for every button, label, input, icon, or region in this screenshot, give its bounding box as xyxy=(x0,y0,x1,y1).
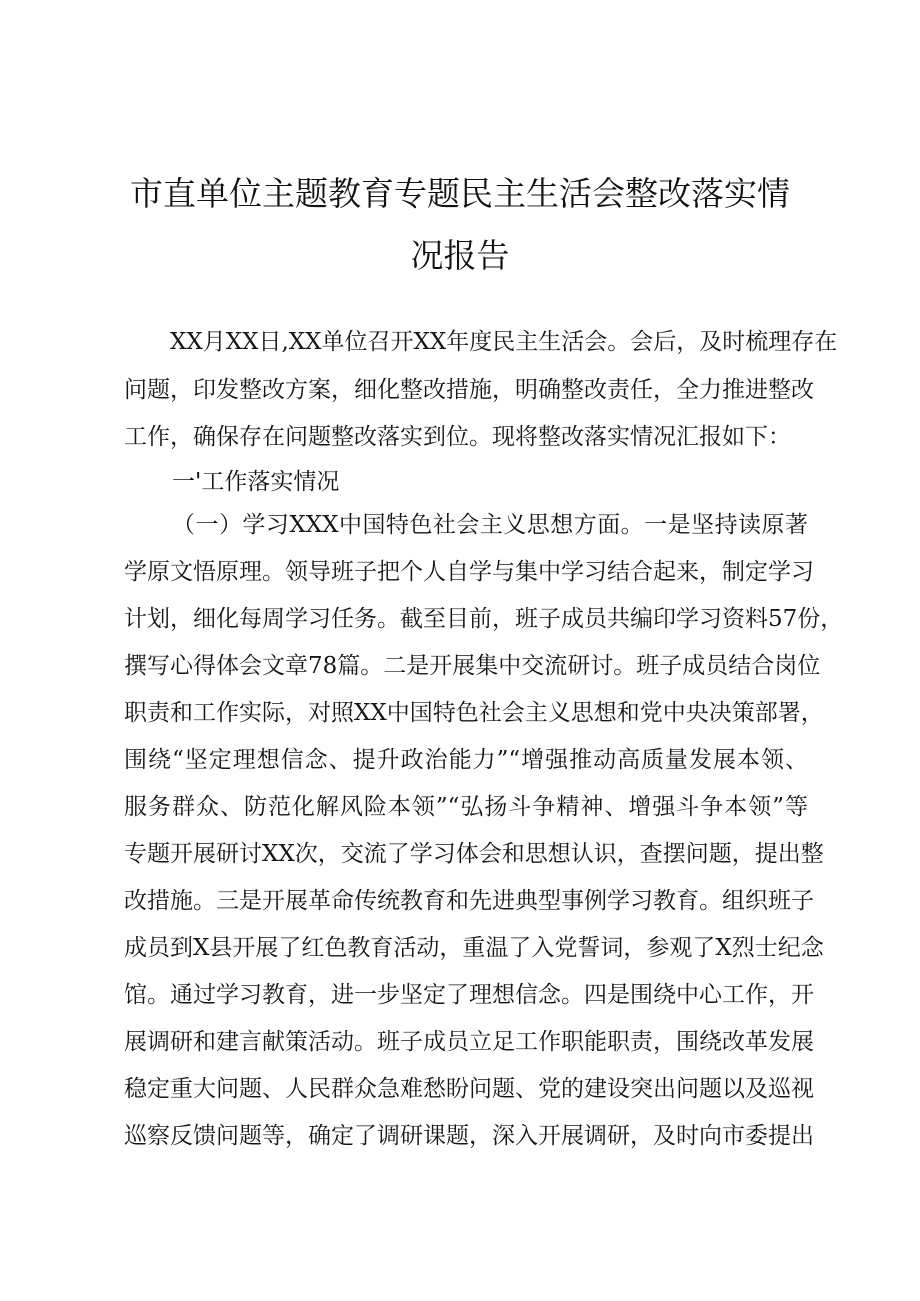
body-line-10: 成员到X县开展了红色教育活动，重温了入党誓词，参观了X烈士纪念 xyxy=(124,935,824,961)
body-line-1: （一）学习XXX中国特色社会主义思想方面。一是坚持读原著 xyxy=(172,512,808,538)
body-line-6: 围绕“坚定理想信念、提升政治能力”“增强推动高质量发展本领、 xyxy=(124,747,808,773)
body-line-12: 展调研和建言献策活动。班子成员立足工作职能职责，围绕改革发展 xyxy=(124,1029,814,1055)
body-line-7: 服务群众、防范化解风险本领”“弘扬斗争精神、增强斗争本领”等 xyxy=(124,794,808,820)
body-line-8: 专题开展研讨XX次，交流了学习体会和思想认识，查摆问题，提出整 xyxy=(124,841,824,867)
body-line-14: 巡察反馈问题等，确定了调研课题，深入开展调研，及时向市委提出 xyxy=(124,1123,814,1149)
document-title-line-2: 况报告 xyxy=(410,236,510,275)
intro-line-3: 工作，确保存在问题整改落实到位。现将整改落实情况汇报如下： xyxy=(124,424,791,450)
body-line-5: 职责和工作实际，对照XX中国特色社会主义思想和党中央决策部署， xyxy=(124,700,824,726)
section-heading: 一'工作落实情况 xyxy=(172,469,340,495)
document-title-line-1: 市直单位主题教育专题民主生活会整改落实情 xyxy=(130,174,790,213)
body-line-2: 学原文悟原理。领导班子把个人自学与集中学习结合起来，制定学习 xyxy=(124,559,814,585)
intro-line-2: 问题，印发整改方案，细化整改措施，明确整改责任，全力推进整改 xyxy=(124,377,814,403)
body-line-4: 撰写心得体会文章78篇。二是开展集中交流研讨。班子成员结合岗位 xyxy=(124,653,821,679)
intro-line-1: XX月XX日,XX单位召开XX年度民主生活会。会后，及时梳理存在 xyxy=(170,329,838,355)
body-line-13: 稳定重大问题、人民群众急难愁盼问题、党的建设突出问题以及巡视 xyxy=(124,1076,814,1102)
body-line-9: 改措施。三是开展革命传统教育和先进典型事例学习教育。组织班子 xyxy=(124,888,814,914)
body-line-11: 馆。通过学习教育，进一步坚定了理想信念。四是围绕中心工作，开 xyxy=(124,982,814,1008)
body-line-3: 计划，细化每周学习任务。截至目前，班子成员共编印学习资料57份， xyxy=(124,606,844,632)
